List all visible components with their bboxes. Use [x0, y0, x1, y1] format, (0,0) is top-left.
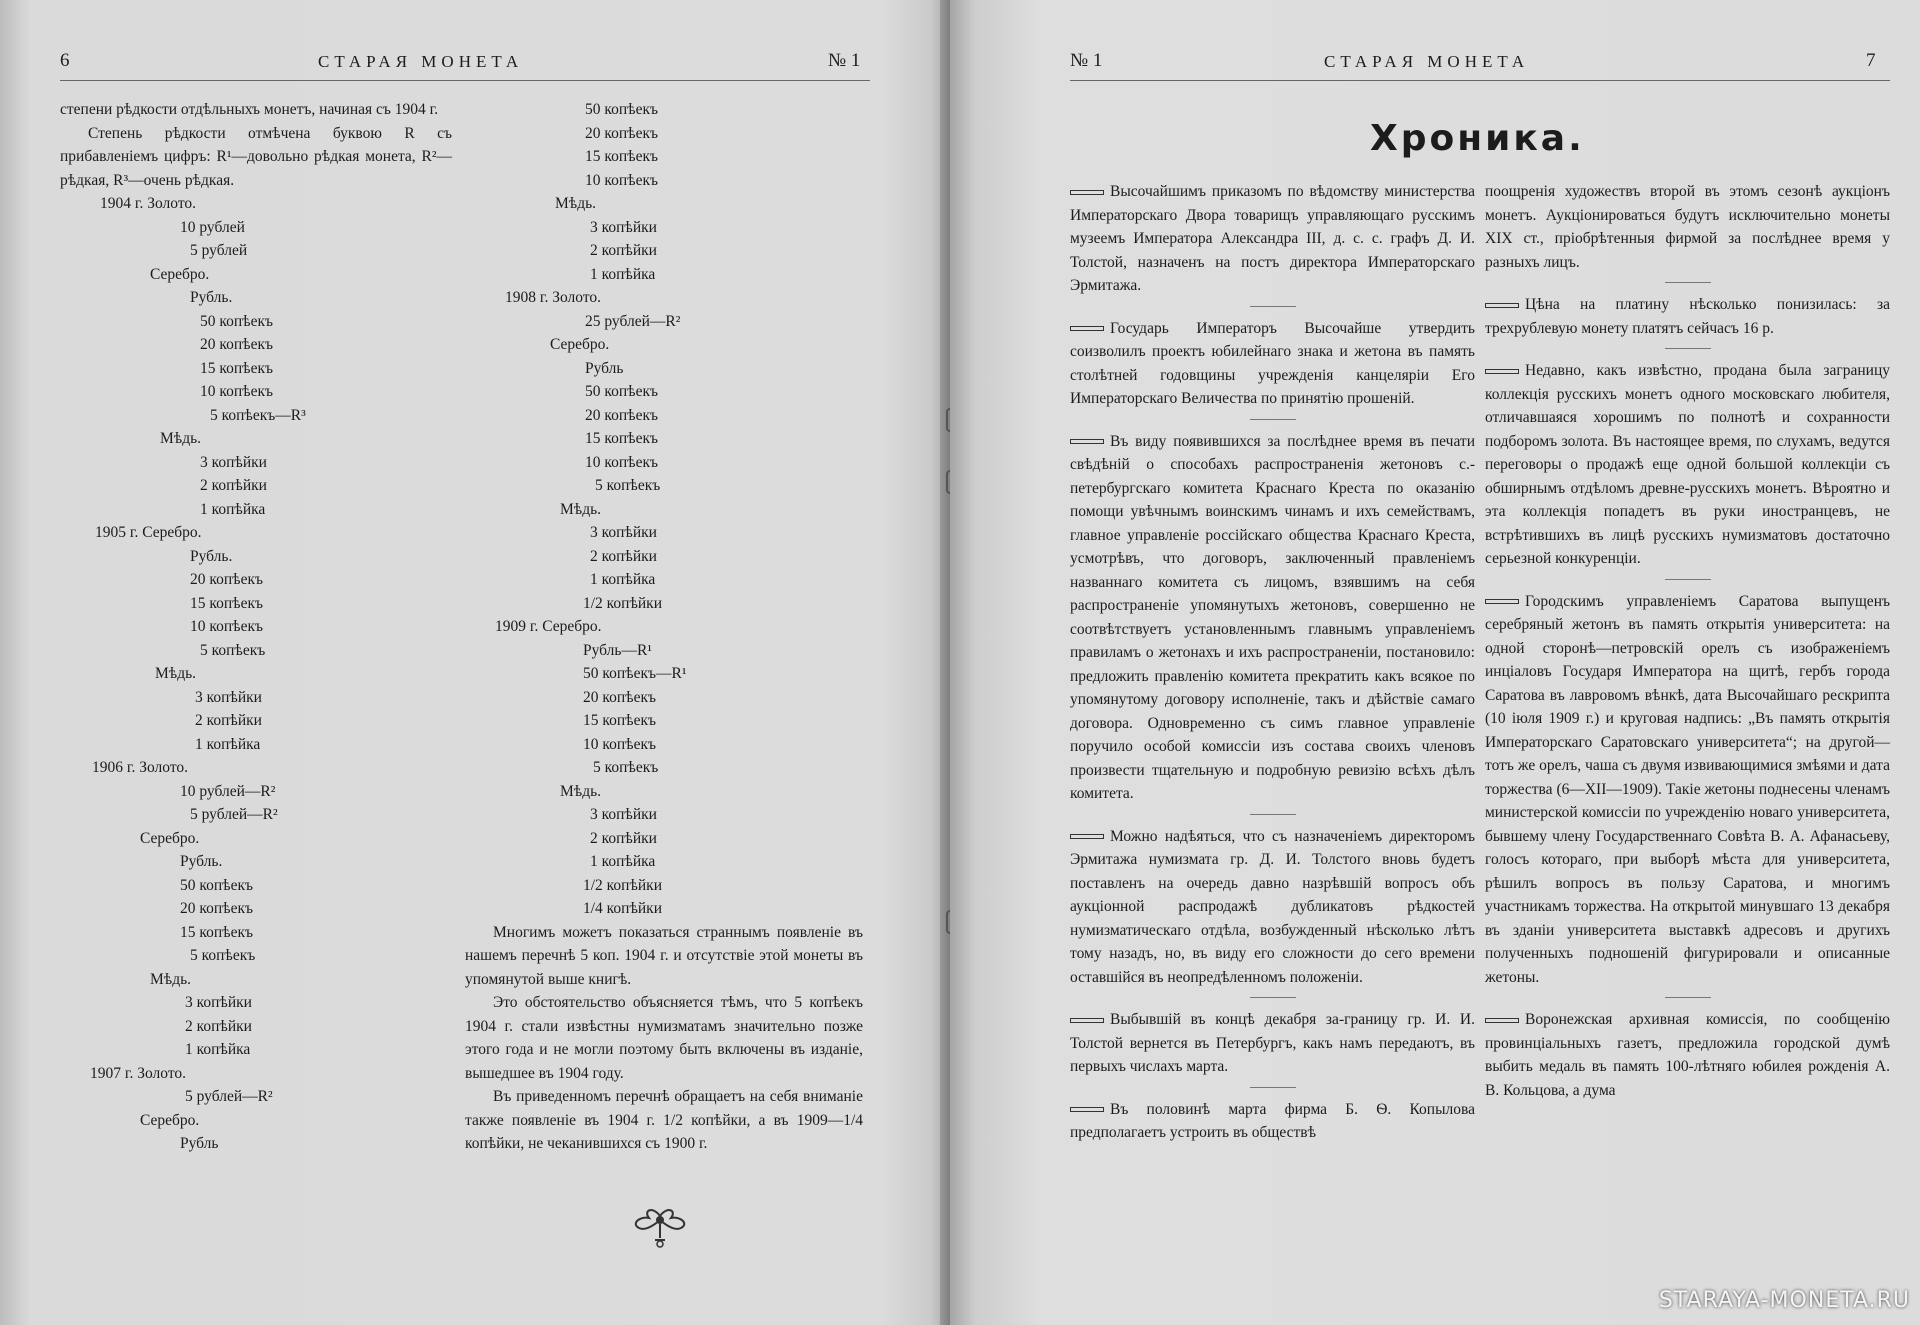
- intro-paragraph: Степень рѣдкости отмѣчена буквою R съ прибавленіемъ цифръ: R¹—довольно рѣдкая монета, R²—рѣдкая, R³—очень рѣдкая.: [60, 124, 452, 189]
- dash-marker-icon: [1070, 1107, 1104, 1112]
- coin-list-line: 15 копѣекъ: [585, 430, 659, 447]
- coin-list-line: Мѣдь.: [155, 665, 197, 682]
- coin-list-line: 1/4 копѣйки: [583, 900, 663, 917]
- coin-list-line: Рубль: [180, 1135, 219, 1152]
- coin-list-line: 2 копѣйки: [185, 1017, 252, 1035]
- coin-list-line: 3 копѣйки: [590, 806, 657, 823]
- coin-list-line: 20 копѣекъ: [583, 688, 657, 706]
- right-page: [950, 0, 1920, 1325]
- section-title: Хроника.: [1370, 118, 1585, 159]
- dash-marker-icon: [1070, 1018, 1104, 1023]
- header-rule-right: [1070, 80, 1890, 81]
- coin-list-line: 1 копѣйка: [200, 500, 266, 518]
- news-item: Можно надѣяться, что съ назначеніемъ директоромъ Эрмитажа нумизмата гр. Д. И. Толстого вновь будетъ поставленъ на очередь давно назрѣвшій вопросъ объ аукціонной распродажѣ дубликатовъ рѣдкостей нумизматическаго отдѣла, возбужденный нѣсколько лѣтъ тому назадъ, но, въ виду его сложности до сего времени оставшійся въ неопредѣленномъ положеніи.: [1070, 827, 1475, 986]
- news-item: Цѣна на платину нѣсколько понизилась: за трехрублевую монету платятъ сейчасъ 16 р.: [1485, 296, 1890, 337]
- coin-list-line: 10 рублей—R²: [180, 782, 276, 800]
- coin-list-line: 2 копѣйки: [200, 477, 267, 494]
- separator: [1250, 306, 1296, 307]
- coin-list-line: 1 копѣйка: [195, 735, 261, 753]
- separator: [1665, 997, 1711, 998]
- coin-list-line: 3 копѣйки: [185, 994, 252, 1011]
- right-column: [465, 98, 863, 1156]
- coin-list-line: 50 копѣекъ: [180, 876, 254, 894]
- coin-list-line: 2 копѣйки: [195, 712, 262, 729]
- coin-list-line: 1906 г. Золото.: [92, 759, 189, 776]
- dash-marker-icon: [1070, 326, 1104, 331]
- coin-list-line: Рубль—R¹: [583, 641, 652, 659]
- left-column: [60, 98, 452, 1156]
- coin-list-line: 2 копѣйки: [590, 547, 657, 565]
- coin-list-line: 1 копѣйка: [185, 1041, 251, 1058]
- separator: [1250, 997, 1296, 998]
- header-rule-left: [60, 80, 870, 81]
- dash-marker-icon: [1070, 439, 1104, 444]
- coin-list-line: Серебро.: [140, 829, 200, 847]
- coin-list-line: 50 копѣекъ: [200, 312, 274, 330]
- coin-list-line: Рубль.: [190, 547, 233, 565]
- intro-paragraph: степени рѣдкости отдѣльныхъ монетъ, начиная съ 1904 г.: [60, 101, 439, 118]
- chronicle-column-1: [1070, 180, 1475, 1149]
- dash-marker-icon: [1485, 303, 1519, 308]
- coin-list-line: 10 рублей: [180, 218, 245, 236]
- chronicle-column-2: [1485, 180, 1890, 1106]
- coin-list-line: 15 копѣекъ: [180, 923, 254, 941]
- coin-list-line: 1/2 копѣйки: [583, 876, 663, 894]
- coin-list-line: 5 рублей: [190, 242, 248, 259]
- coin-list-line: 5 копѣекъ—R³: [210, 406, 306, 424]
- separator: [1665, 348, 1711, 349]
- site-watermark: STARAYA-MONETA.RU: [1658, 1288, 1910, 1313]
- coin-list-line: 10 копѣекъ: [585, 171, 659, 189]
- coin-list-line: 1 копѣйка: [590, 853, 656, 870]
- dash-marker-icon: [1070, 190, 1104, 195]
- coin-list-line: 1907 г. Золото.: [90, 1064, 187, 1082]
- coin-list-line: 5 копѣекъ: [200, 641, 266, 659]
- ornament-vignette: [625, 1200, 695, 1250]
- left-page: [0, 0, 950, 1325]
- coin-list-line: 1/2 копѣйки: [583, 594, 663, 612]
- dash-marker-icon: [1485, 1018, 1519, 1023]
- coin-list-line: 15 копѣекъ: [585, 148, 659, 165]
- separator: [1250, 814, 1296, 815]
- separator: [1250, 419, 1296, 420]
- coin-list-line: 5 копѣекъ: [190, 947, 256, 964]
- dash-marker-icon: [1485, 599, 1519, 604]
- coin-list-line: 5 копѣекъ: [593, 759, 659, 776]
- coin-list-line: 15 копѣекъ: [190, 594, 264, 612]
- running-head-left: СТАРАЯ МОНЕТА: [318, 52, 524, 71]
- coin-list-line: 50 копѣекъ—R¹: [583, 665, 687, 682]
- coin-list-line: 1 копѣйка: [590, 571, 656, 588]
- issue-number-left: № 1: [828, 50, 861, 71]
- news-item: Высочайшимъ приказомъ по вѣдомству министерства Императорскаго Двора товарищъ управляющаго русскимъ музеемъ Императора Александра III, д. с. с. графъ Д. И. Толстой, назначенъ на постъ директора Императорскаго Эрмитажа.: [1070, 183, 1475, 294]
- news-item: Недавно, какъ извѣстно, продана была заграницу коллекція русскихъ монетъ одного московскаго любителя, отличавшаяся хорошимъ по полнотѣ и сохранности подборомъ золота. Въ настоящее время, по слухамъ, ведутся переговоры о продажѣ еще одной большой коллекціи съ обширнымъ отдѣломъ древне-русскихъ монетъ. Вѣроятно и эта коллекція попадетъ въ руки иностранцевъ, не встрѣтившихъ въ лицѣ русскихъ нумизматовъ достаточно серьезной конкуренціи.: [1485, 362, 1890, 567]
- coin-list-line: 2 копѣйки: [590, 242, 657, 259]
- coin-list-line: Рубль: [585, 359, 624, 377]
- coin-list-line: Серебро.: [550, 336, 610, 353]
- news-item-continued: поощренія художествъ второй въ этомъ сезонѣ аукціонъ монетъ. Аукціонироваться будутъ исключительно монеты XIX ст., пріобрѣтенныя фирмой за послѣднее время у разныхъ лицъ.: [1485, 183, 1890, 271]
- coin-list: [60, 192, 452, 1156]
- page-number-right: 7: [1866, 50, 1876, 71]
- coin-list-line: 20 копѣекъ: [190, 571, 264, 588]
- news-item: Въ виду появившихся за послѣднее время въ печати свѣдѣній о способахъ распространенія жетоновъ с.-петербургскаго комитета Краснаго Креста по оказанію помощи увѣчнымъ воинскимъ чинамъ и ихъ семействамъ, главное управленіе россійскаго общества Краснаго Креста, усмотрѣвъ, что договоръ, заключенный правленіемъ названнаго комитета съ лицомъ, взявшимъ на себя распространеніе упомянутыхъ жетоновъ, совершенно не соотвѣтствуетъ установленнымъ главнымъ управленіемъ правиламъ о жетонахъ и ихъ распространеніи, постановило: предложить правленію комитета прекратить какъ всякое по упомянутому договору исполненіе, такъ и дѣйствіе самаго договора. Одновременно съ симъ главное управленіе поручило особой комиссіи изъ состава своихъ членовъ произвести тщательную и подробную ревизію всѣхъ дѣлъ комитета.: [1070, 432, 1475, 802]
- page-number-left: 6: [60, 50, 70, 71]
- dash-marker-icon: [1070, 834, 1104, 839]
- coin-list-line: Мѣдь.: [560, 500, 602, 518]
- news-item: Въ половинѣ марта фирма Б. Ѳ. Копылова предполагаетъ устроить въ обществѣ: [1070, 1100, 1475, 1141]
- coin-list-line: 10 копѣекъ: [583, 735, 657, 753]
- coin-list-line: 1904 г. Золото.: [100, 195, 197, 212]
- coin-list-line: 15 копѣекъ: [200, 359, 274, 377]
- news-item: Выбывшій въ концѣ декабря за-границу гр. И. И. Толстой вернется въ Петербургъ, какъ намъ передаютъ, въ первыхъ числахъ марта.: [1070, 1011, 1475, 1075]
- coin-list-line: 1 копѣйка: [590, 265, 656, 283]
- news-item: Городскимъ управленіемъ Саратова выпущенъ серебряный жетонъ въ память открытія университета: на одной сторонѣ—петровскій орелъ съ изображеніемъ инціаловъ Государя Императора на щитѣ, гербъ города Саратова въ лавровомъ вѣнкѣ, дата Высочайшаго рескрипта (10 іюля 1909 г.) и круговая надпись: „Въ память открытія Императорскаго Саратовскаго университета“; на другой—тотъ же орелъ, чаша съ двумя извивающимися змѣями и дата торжества (6—XII—1909). Такіе жетоны поднесены членамъ министерской комиссіи по учрежденію новаго университета, бывшему члену Государственнаго Совѣта В. А. Афанасьеву, голосъ котораго, при выборѣ мѣста для университета, рѣшилъ вопросъ въ пользу Саратова, и многимъ участникамъ торжества. На открытой минувшаго 13 декабря въ зданіи университета выставкѣ адресовъ и другихъ полученныхъ подношеній фигурировали и описанные жетоны.: [1485, 592, 1890, 986]
- coin-list-line: Мѣдь.: [560, 782, 602, 800]
- coin-list-line: 5 рублей—R²: [185, 1088, 273, 1105]
- coin-list-line: 3 копѣйки: [590, 218, 657, 236]
- issue-number-right: № 1: [1070, 50, 1103, 71]
- coin-list-line: 20 копѣекъ: [200, 336, 274, 353]
- dash-marker-icon: [1485, 369, 1519, 374]
- coin-list-line: 2 копѣйки: [590, 829, 657, 847]
- coin-list-line: 20 копѣекъ: [180, 900, 254, 917]
- coin-list-line: 5 копѣекъ: [595, 477, 661, 494]
- separator: [1665, 282, 1711, 283]
- coin-list-line: 25 рублей—R²: [585, 312, 681, 330]
- coin-list-line: 15 копѣекъ: [583, 712, 657, 729]
- coin-list-line: Рубль.: [190, 289, 233, 306]
- coin-list-line: Рубль.: [180, 853, 223, 870]
- coin-list-line: 20 копѣекъ: [585, 406, 659, 424]
- running-head-right: СТАРАЯ МОНЕТА: [1324, 52, 1530, 71]
- coin-list-line: Серебро.: [140, 1111, 200, 1129]
- coin-list-line: 3 копѣйки: [590, 524, 657, 541]
- separator: [1665, 579, 1711, 580]
- coin-list-line: 10 копѣекъ: [585, 453, 659, 471]
- coin-list-line: 3 копѣйки: [200, 453, 267, 471]
- coin-list-line: 50 копѣекъ: [585, 383, 659, 400]
- news-item: Воронежская архивная комиссія, по сообщенію провинціальныхъ газетъ, предложила городской думѣ выбить медаль въ память 100-лѣтняго юбилея рожденія А. В. Кольцова, а дума: [1485, 1011, 1890, 1099]
- coin-list-line: 10 копѣекъ: [200, 383, 274, 400]
- coin-list-line: 5 рублей—R²: [190, 806, 278, 823]
- coin-list: [465, 98, 863, 921]
- coin-list-line: 3 копѣйки: [195, 688, 262, 706]
- news-item: Государь Императоръ Высочайше утвердить соизволилъ проектъ юбилейнаго знака и жетона въ память столѣтней годовщины учрежденія канцеляріи Его Императорскаго Величества по принятію прошеній.: [1070, 319, 1475, 407]
- coin-list-line: 1905 г. Серебро.: [95, 524, 202, 541]
- coin-list-line: Мѣдь.: [555, 195, 597, 212]
- coin-list-line: 20 копѣекъ: [585, 124, 659, 142]
- coin-list-line: Мѣдь.: [150, 970, 192, 988]
- closing-paragraph: Это обстоятельство объясняется тѣмъ, что 5 копѣекъ 1904 г. стали извѣстны нумизматамъ значительно позже этого года и не могли поэтому быть включены въ изданіе, вышедшее въ 1904 году.: [465, 994, 863, 1082]
- coin-list-line: Мѣдь.: [160, 430, 202, 447]
- coin-list-line: 50 копѣекъ: [585, 101, 659, 118]
- closing-paragraph: Въ приведенномъ перечнѣ обращаетъ на себя вниманіе также появленіе въ 1904 г. 1/2 копѣйки, а въ 1909—1/4 копѣйки, не чеканившихся съ 1900 г.: [465, 1088, 863, 1152]
- closing-paragraph: Многимъ можетъ показаться страннымъ появленіе въ нашемъ перечнѣ 5 коп. 1904 г. и отсутствіе этой монеты въ упомянутой выше книгѣ.: [465, 923, 863, 988]
- coin-list-line: 10 копѣекъ: [190, 618, 264, 635]
- coin-list-line: 1909 г. Серебро.: [495, 618, 602, 635]
- separator: [1250, 1087, 1296, 1088]
- coin-list-line: Серебро.: [150, 265, 210, 283]
- coin-list-line: 1908 г. Золото.: [505, 289, 602, 306]
